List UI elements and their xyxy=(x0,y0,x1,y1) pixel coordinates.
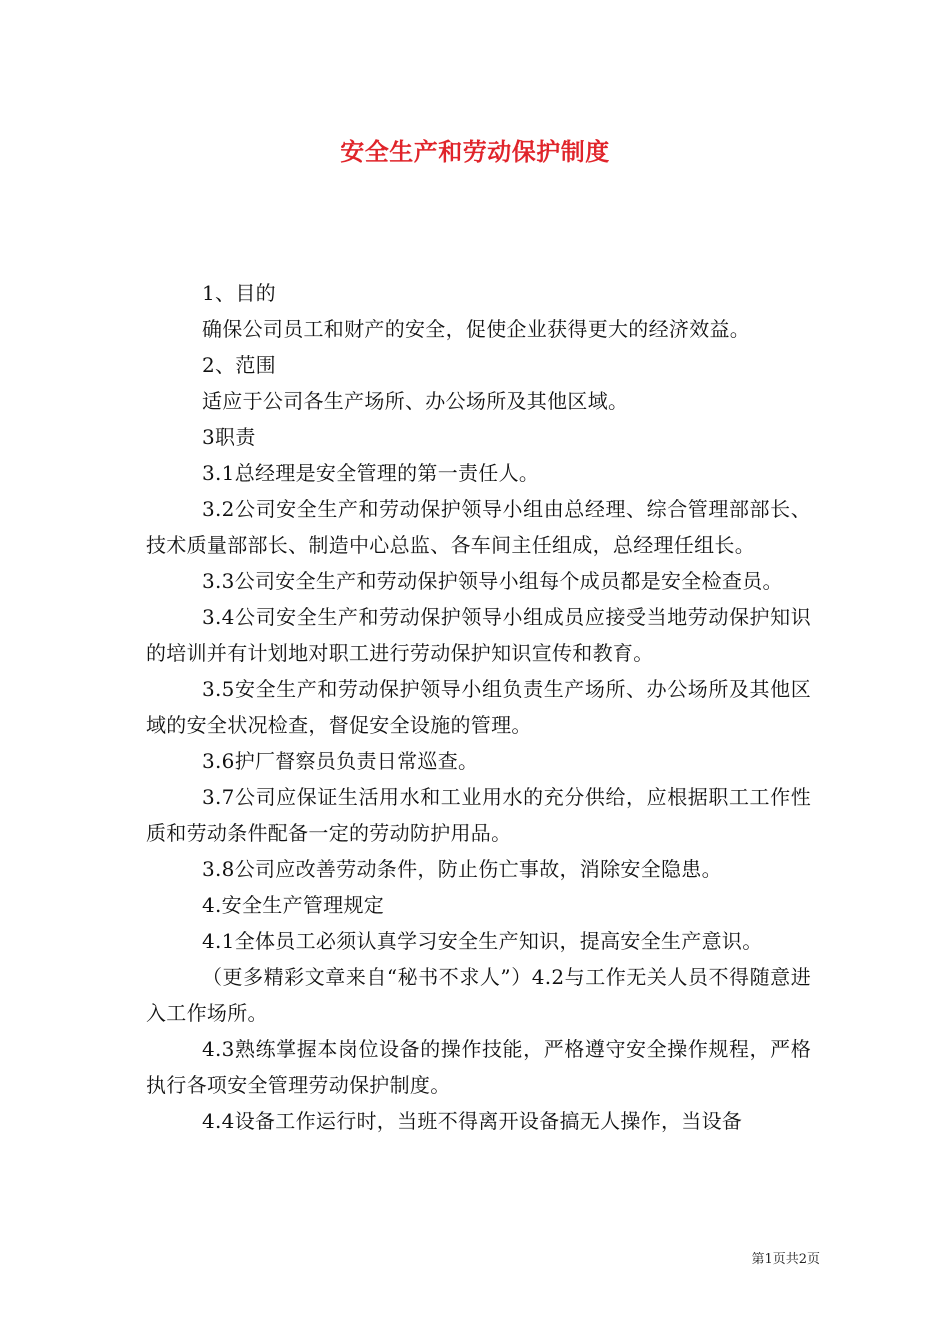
paragraph: 4.3熟练掌握本岗位设备的操作技能，严格遵守安全操作规程，严格执行各项安全管理劳动保护制度。 xyxy=(146,1037,811,1097)
paragraph: 确保公司员工和财产的安全，促使企业获得更大的经济效益。 xyxy=(202,317,751,341)
paragraph-rules-heading: 4.安全生产管理规定 xyxy=(202,893,385,917)
paragraph-duties-heading: 3职责 xyxy=(202,425,256,449)
paragraph: （更多精彩文章来自“秘书不求人”）4.2与工作无关人员不得随意进入工作场所。 xyxy=(146,965,811,1025)
paragraph: 3.4公司安全生产和劳动保护领导小组成员应接受当地劳动保护知识的培训并有计划地对职工进行劳动保护知识宣传和教育。 xyxy=(146,605,811,665)
paragraph: 适应于公司各生产场所、办公场所及其他区域。 xyxy=(202,389,629,413)
page-title: 安全生产和劳动保护制度 xyxy=(340,138,610,166)
paragraph: 4.1全体员工必须认真学习安全生产知识，提高安全生产意识。 xyxy=(202,929,763,953)
paragraph: 3.8公司应改善劳动条件，防止伤亡事故，消除安全隐患。 xyxy=(202,857,722,881)
paragraph-purpose-heading: 1、目的 xyxy=(202,281,276,305)
document-body xyxy=(146,275,811,1139)
paragraph: 3.3公司安全生产和劳动保护领导小组每个成员都是安全检查员。 xyxy=(202,569,783,593)
paragraph: 3.1总经理是安全管理的第一责任人。 xyxy=(202,461,540,485)
paragraph: 4.4设备工作运行时，当班不得离开设备搞无人操作，当设备 xyxy=(202,1109,743,1133)
paragraph: 3.6护厂督察员负责日常巡查。 xyxy=(202,749,479,773)
paragraph: 3.5安全生产和劳动保护领导小组负责生产场所、办公场所及其他区域的安全状况检查，督促安全设施的管理。 xyxy=(146,677,811,737)
page-number: 第1页共2页 xyxy=(751,1252,820,1267)
paragraph-scope-heading: 2、范围 xyxy=(202,353,276,377)
paragraph: 3.7公司应保证生活用水和工业用水的充分供给，应根据职工工作性质和劳动条件配备一定的劳动防护用品。 xyxy=(146,785,811,845)
paragraph: 3.2公司安全生产和劳动保护领导小组由总经理、综合管理部部长、技术质量部部长、制造中心总监、各车间主任组成，总经理任组长。 xyxy=(146,497,811,557)
